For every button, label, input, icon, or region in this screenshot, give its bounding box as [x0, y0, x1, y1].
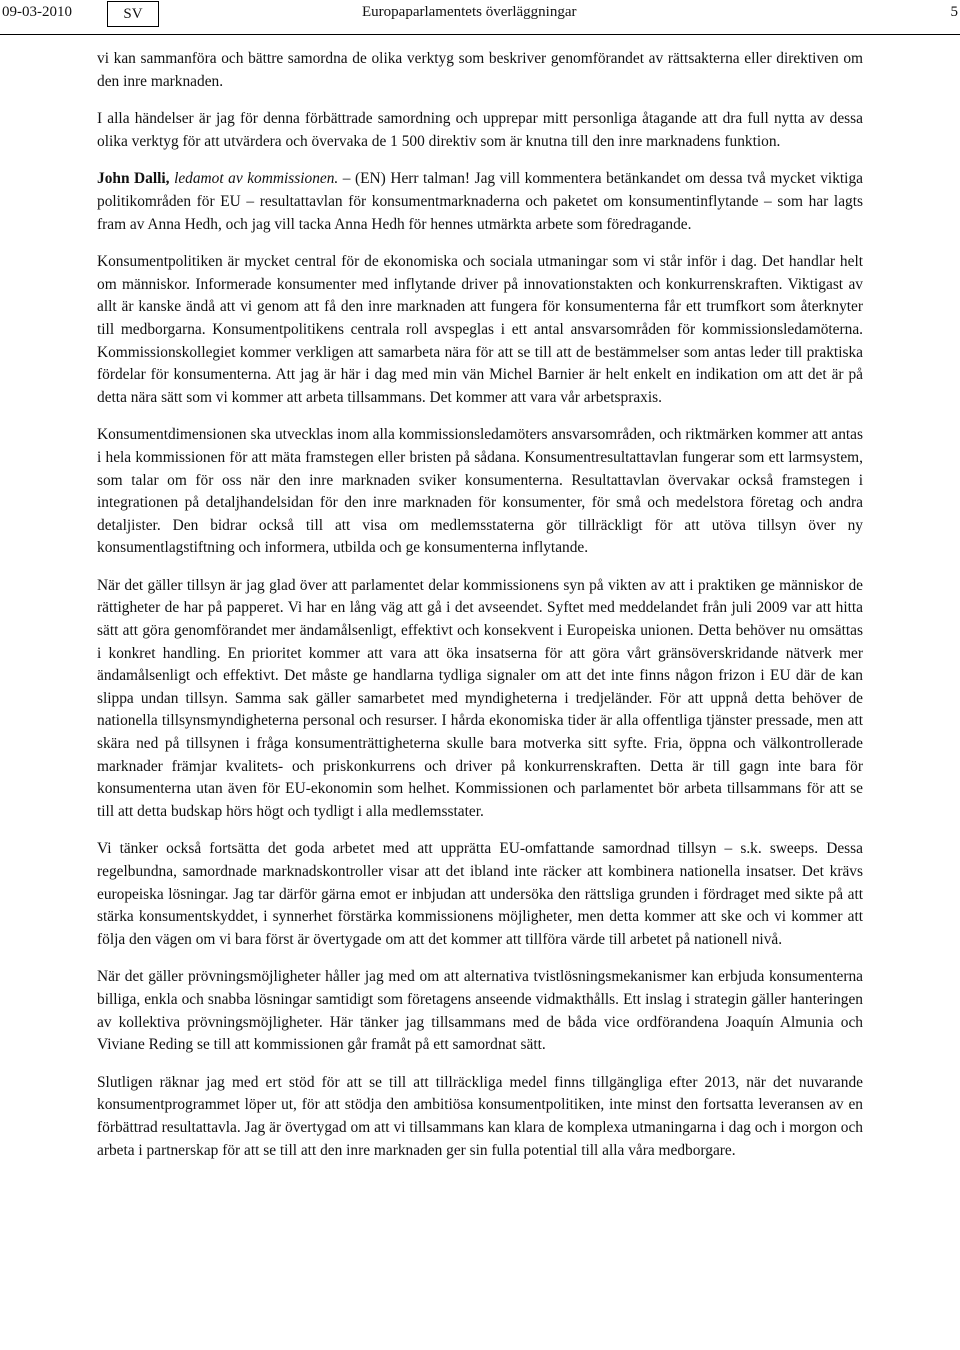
- paragraph: När det gäller tillsyn är jag glad över att parlamentet delar kommissionens syn på vikten av att i praktiken ge människor de rättigheter de har på papperet. Vi har en lång väg att gå i det avseendet. Syftet med meddelandet från juli 2009 var att hitta sätt att göra genomförandet mer ändamålsenligt, effektivt och konsekvent i Europeiska unionen. Detta behöver nu omsättas i konkret handling. En prioritet kommer att vara att öka insatserna för att göra vårt gränsöverskridande nätverk mer ändamålsenligt och effektivt. Det måste ge handlarna tydliga signaler om att det inte finns någon frizon i EU där de kan slippa undan tillsyn. Samma sak gäller samarbetet med myndigheterna i tredjeländer. För att uppnå detta behöver de nationella tillsynsmyndigheterna personal och resurser. I hårda ekonomiska tider är alla offentliga tjänster pressade, men att skära ned på tillsynen i fråga konsumenträttigheterna skulle bara motverka sitt syfte. Fria, öppna och välkontrollerade marknader främjar kvalitets- och priskonkurrens och driver på konkurrenskraften. Detta är till gagn inte bara för konsumenterna utan även för EU-ekonomin som helhet. Kommissionen och parlamentet bör arbeta tillsammans för att se till att detta budskap hörs högt och tydligt i alla medlemsstater.: [97, 576, 863, 820]
- speech-paragraph: [97, 168, 863, 236]
- page-number: 5: [950, 4, 958, 20]
- paragraph: vi kan sammanföra och bättre samordna de olika verktyg som beskriver genomförandet av rättsakterna eller direktiven om den inre marknaden.: [97, 50, 863, 90]
- paragraph: I alla händelser är jag för denna förbättrade samordning och upprepar mitt personliga åtagande att dra full nytta av dessa olika verktyg för att utvärdera och övervaka de 1 500 direktiv som är knutna till den inre marknadens funktion.: [97, 110, 863, 150]
- header-title: Europaparlamentets överläggningar: [362, 4, 577, 20]
- language-note: – (EN): [338, 170, 391, 188]
- paragraph: Konsumentdimensionen ska utvecklas inom alla kommissionsledamöters ansvarsområden, och riktmärken kommer att antas i hela kommissionen för att mäta framstegen eller bristen på sådana. Konsumentresultattavlan fungerar som ett larmsystem, som talar om för oss när den inre marknaden sviker konsumenterna. Resultattavlan övervakar också framstegen i integrationen på detaljhandelsidan för den inre marknaden för konsumenter, för små och medelstora företag och andra detaljister. Den bidrar också till att visa om medlemsstaterna gör tillräckligt för att utöva tillsyn över ny konsumentlagstiftning och informera, utbilda och ge konsumenterna inflytande.: [97, 426, 863, 557]
- page-header: [0, 0, 960, 35]
- paragraph: När det gäller prövningsmöjligheter håller jag med om att alternativa tvistlösningsmekanismer kan erbjuda konsumenterna billiga, enkla och snabba lösningar samtidigt som företagens anseende vidmakthålls. Ett inslag i strategin gäller hanteringen av kollektiva prövningsmöjligheter. Här tänker jag tillsammans med de båda vice ordförandena Joaquín Almunia och Viviane Reding se till att kommissionen går framåt på ett samordnat sätt.: [97, 968, 863, 1054]
- paragraph: Slutligen räknar jag med ert stöd för att se till att tillräckliga medel finns tillgängliga efter 2013, när det nuvarande konsumentprogrammet löper ut, för att stödja den ambitiösa konsumentpolitiken, inte minst den fortsatta leveransen av en förbättrad resultattavla. Jag är övertygad om att vi tillsammans kan klara de komplexa utmaningarna i dag och i morgon och arbeta i partnerskap för att se till att den inre marknaden ger sin fulla potential till alla våra medborgare.: [97, 1073, 863, 1159]
- speech-text: Herr talman! Jag vill kommentera betänkandet om dessa två mycket viktiga politikområden för EU – resultattavlan för konsumentmarknaderna och paketet om konsumentinflytande – som har lagts fram av Anna Hedh, och jag vill tacka Anna Hedh för hennes utmärkta arbete som föredragande.: [97, 170, 863, 233]
- speaker-name: John Dalli,: [97, 170, 170, 188]
- language-badge: SV: [107, 1, 159, 27]
- speaker-role: ledamot av kommissionen.: [174, 170, 339, 188]
- document-body: [97, 48, 863, 1177]
- paragraph: Konsumentpolitiken är mycket central för de ekonomiska och sociala utmaningar som vi står inför i dag. Det handlar helt om människor. Informerade konsumenter med inflytande driver på innovationstakten och konkurrenskraften. Viktigast av allt är kanske ändå att vi genom att få den inre marknaden att fungera för konsumenterna får ett trumfkort som återknyter till medborgarna. Konsumentpolitikens centrala roll avspeglas i ett antal ansvarsområden för kommissionsledamöterna. Kommissionskollegiet kommer verkligen att samarbeta nära för att se till att de bestämmelser som antas leder till praktiska fördelar för konsumenterna. Att jag är här i dag med min vän Michel Barnier är helt enkelt en indikation om att det är på detta nära sätt som vi kommer att arbeta tillsammans. Det kommer att vara vår arbetspraxis.: [97, 253, 863, 406]
- header-date: 09-03-2010: [2, 4, 72, 20]
- paragraph: Vi tänker också fortsätta det goda arbetet med att upprätta EU-omfattande samordnad tillsyn – s.k. sweeps. Dessa regelbundna, samordnade marknadskontroller visar att det ibland inte räcker att kombinera nationella insatser. Det krävs europeiska lösningar. Jag tar därför gärna emot er inbjudan att undersöka den rättsliga grunden i fördraget med sikte på att stärka konsumentskyddet, i synnerhet förstärka kommissionens möjligheter, men detta kommer att ske och vi kommer att följa den vägen om vi bara först är övertygade om att det kommer att tillföra värde till arbetet på nationell nivå.: [97, 840, 863, 948]
